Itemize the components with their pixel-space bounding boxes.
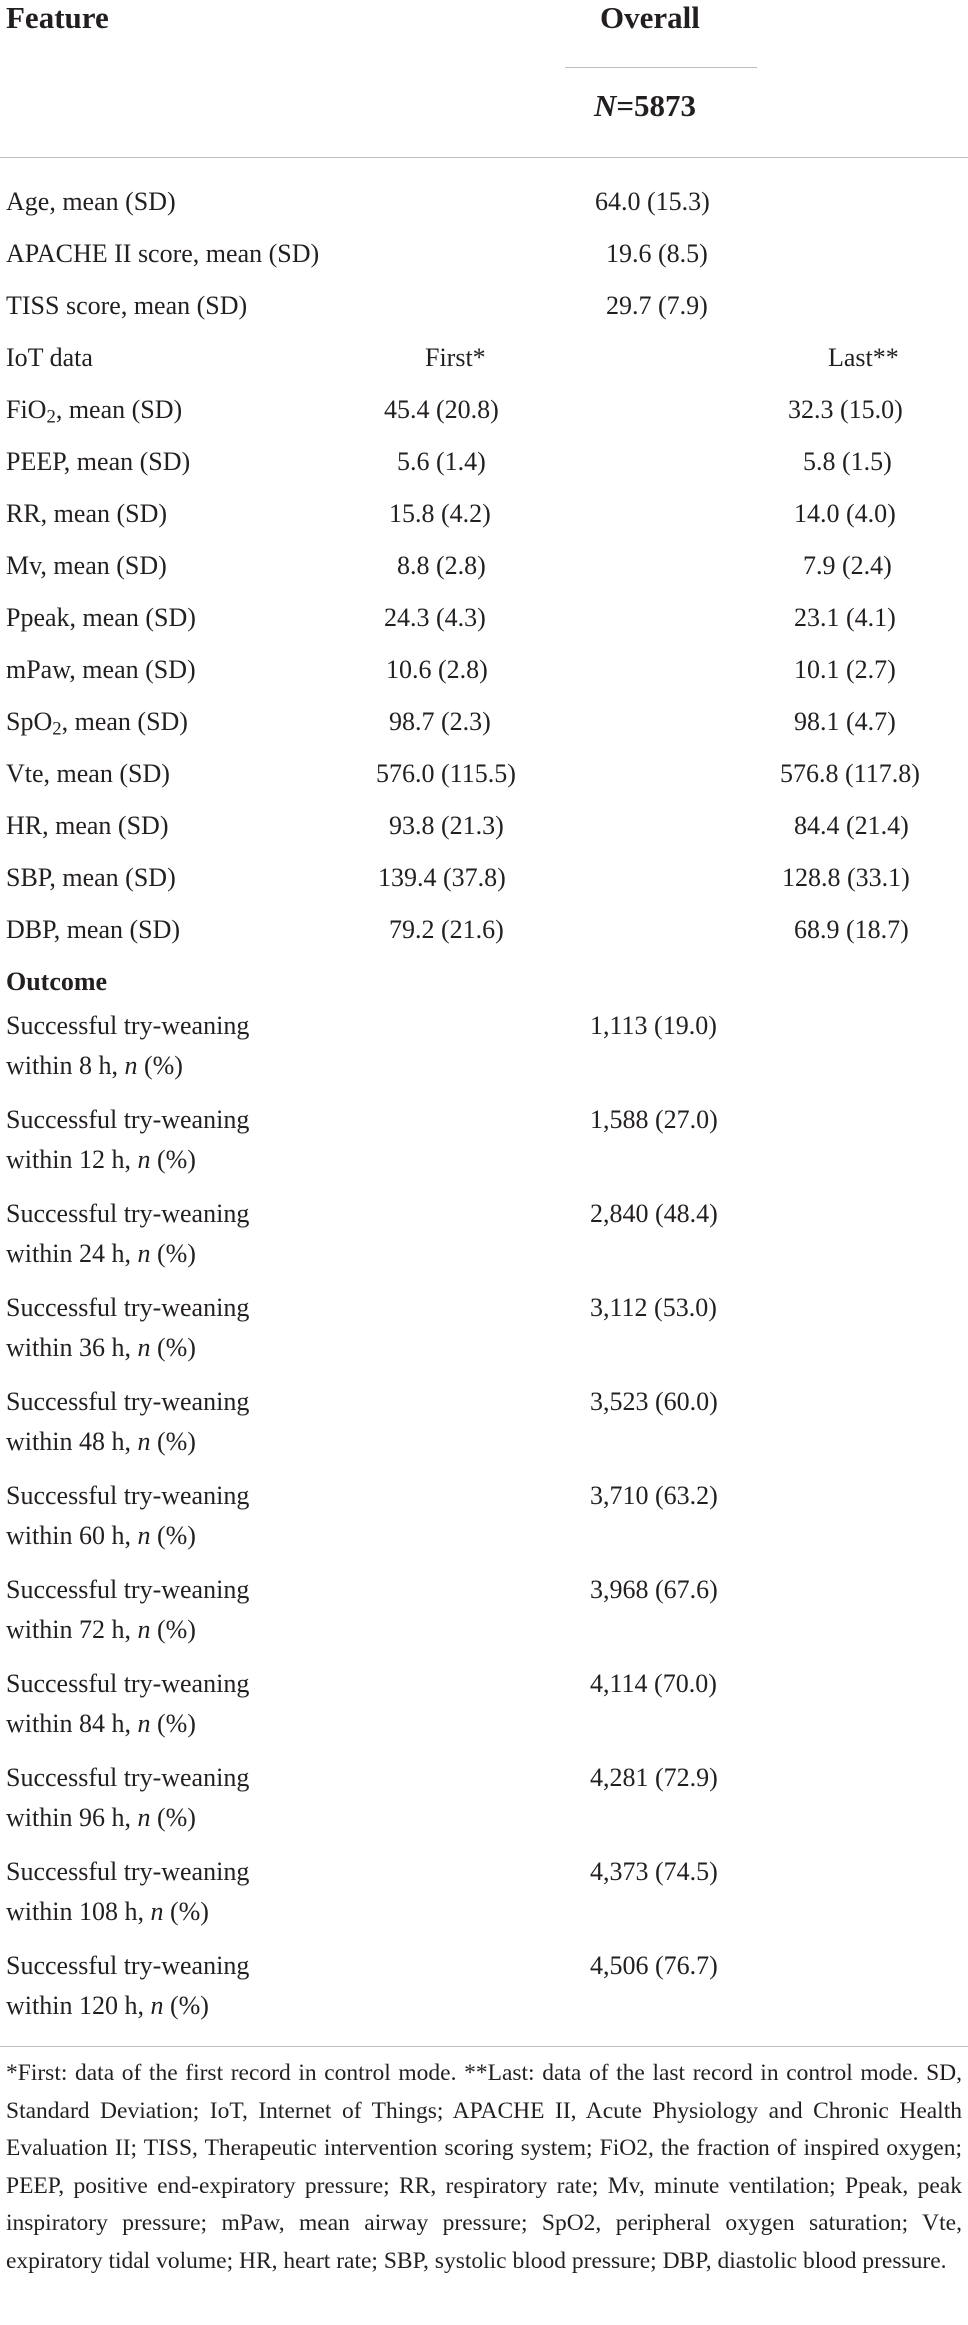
weaning-pct-suffix: (%) bbox=[163, 1991, 209, 2020]
weaning-n-symbol: n bbox=[137, 1709, 151, 1738]
row-label-dbp: DBP, mean (SD) bbox=[6, 915, 181, 944]
weaning-label-line2 bbox=[6, 1891, 209, 1932]
weaning-n-symbol: n bbox=[137, 1145, 151, 1174]
weaning-label-line1: Successful try-weaning bbox=[6, 1763, 250, 1792]
weaning-pct-suffix: (%) bbox=[150, 1803, 196, 1832]
row-label-fio2 bbox=[6, 389, 182, 430]
weaning-label-line2 bbox=[6, 1609, 196, 1650]
weaning-value: 1,588 (27.0) bbox=[590, 1105, 718, 1134]
row-first-ppeak: 24.3 (4.3) bbox=[384, 603, 486, 632]
sample-size-header bbox=[594, 88, 696, 124]
row-last-vte: 576.8 (117.8) bbox=[780, 759, 920, 788]
weaning-label-line1: Successful try-weaning bbox=[6, 1011, 250, 1040]
fio2-label-suffix: , mean (SD) bbox=[55, 395, 183, 424]
weaning-label-line2 bbox=[6, 1985, 209, 2026]
weaning-value: 3,112 (53.0) bbox=[590, 1293, 717, 1322]
weaning-window: within 12 h, bbox=[6, 1145, 138, 1174]
weaning-window: within 36 h, bbox=[6, 1333, 138, 1362]
weaning-value: 4,373 (74.5) bbox=[590, 1857, 718, 1886]
weaning-pct-suffix: (%) bbox=[150, 1709, 196, 1738]
outcome-section-heading: Outcome bbox=[6, 967, 108, 996]
weaning-window: within 120 h, bbox=[6, 1991, 151, 2020]
weaning-pct-suffix: (%) bbox=[150, 1333, 196, 1362]
row-label-mpaw: mPaw, mean (SD) bbox=[6, 655, 196, 684]
row-label-hr: HR, mean (SD) bbox=[6, 811, 169, 840]
weaning-window: within 96 h, bbox=[6, 1803, 138, 1832]
row-label-peep: PEEP, mean (SD) bbox=[6, 447, 191, 476]
row-first-fio2: 45.4 (20.8) bbox=[384, 395, 499, 424]
row-value-tiss: 29.7 (7.9) bbox=[606, 291, 708, 320]
weaning-value: 3,968 (67.6) bbox=[590, 1575, 718, 1604]
row-label-iot: IoT data bbox=[6, 343, 93, 372]
weaning-label-line1: Successful try-weaning bbox=[6, 1857, 250, 1886]
row-value-age: 64.0 (15.3) bbox=[595, 187, 710, 216]
overall-column-header: Overall bbox=[600, 0, 700, 35]
weaning-pct-suffix: (%) bbox=[137, 1051, 183, 1080]
sample-size-value: =5873 bbox=[616, 88, 697, 123]
weaning-label-line1: Successful try-weaning bbox=[6, 1669, 250, 1698]
weaning-window: within 108 h, bbox=[6, 1897, 151, 1926]
table-bottom-rule bbox=[0, 2046, 968, 2047]
row-last-spo2: 98.1 (4.7) bbox=[794, 707, 896, 736]
header-bottom-rule bbox=[0, 157, 968, 158]
weaning-pct-suffix: (%) bbox=[150, 1615, 196, 1644]
weaning-pct-suffix: (%) bbox=[150, 1145, 196, 1174]
row-value-apache: 19.6 (8.5) bbox=[606, 239, 708, 268]
row-label-sbp: SBP, mean (SD) bbox=[6, 863, 176, 892]
weaning-label-line1: Successful try-weaning bbox=[6, 1387, 250, 1416]
weaning-label-line2 bbox=[6, 1703, 196, 1744]
row-last-sbp: 128.8 (33.1) bbox=[782, 863, 910, 892]
weaning-value: 4,506 (76.7) bbox=[590, 1951, 718, 1980]
row-label-rr: RR, mean (SD) bbox=[6, 499, 168, 528]
row-first-dbp: 79.2 (21.6) bbox=[389, 915, 504, 944]
row-last-ppeak: 23.1 (4.1) bbox=[794, 603, 896, 632]
row-label-tiss: TISS score, mean (SD) bbox=[6, 291, 248, 320]
row-label-ppeak: Ppeak, mean (SD) bbox=[6, 603, 196, 632]
row-first-peep: 5.6 (1.4) bbox=[397, 447, 486, 476]
row-label-mv: Mv, mean (SD) bbox=[6, 551, 167, 580]
weaning-n-symbol: n bbox=[137, 1239, 151, 1268]
weaning-label-line1: Successful try-weaning bbox=[6, 1105, 250, 1134]
weaning-window: within 48 h, bbox=[6, 1427, 138, 1456]
weaning-pct-suffix: (%) bbox=[150, 1427, 196, 1456]
weaning-label-line2 bbox=[6, 1797, 196, 1838]
row-last-hr: 84.4 (21.4) bbox=[794, 811, 909, 840]
weaning-window: within 8 h, bbox=[6, 1051, 125, 1080]
weaning-label-line2 bbox=[6, 1515, 196, 1556]
weaning-n-symbol: n bbox=[137, 1615, 151, 1644]
weaning-value: 3,710 (63.2) bbox=[590, 1481, 718, 1510]
weaning-value: 2,840 (48.4) bbox=[590, 1199, 718, 1228]
weaning-value: 4,281 (72.9) bbox=[590, 1763, 718, 1792]
weaning-label-line1: Successful try-weaning bbox=[6, 1575, 250, 1604]
weaning-label-line2 bbox=[6, 1139, 196, 1180]
row-label-apache: APACHE II score, mean (SD) bbox=[6, 239, 320, 268]
spo2-label-text: SpO bbox=[6, 707, 53, 736]
overall-header-rule bbox=[565, 67, 757, 68]
weaning-label-line1: Successful try-weaning bbox=[6, 1481, 250, 1510]
row-last-dbp: 68.9 (18.7) bbox=[794, 915, 909, 944]
row-last-mpaw: 10.1 (2.7) bbox=[794, 655, 896, 684]
fio2-label-subscript: 2 bbox=[46, 406, 56, 428]
weaning-window: within 24 h, bbox=[6, 1239, 138, 1268]
row-label-vte: Vte, mean (SD) bbox=[6, 759, 170, 788]
weaning-pct-suffix: (%) bbox=[163, 1897, 209, 1926]
feature-column-header: Feature bbox=[6, 0, 109, 35]
weaning-value: 1,113 (19.0) bbox=[590, 1011, 717, 1040]
weaning-n-symbol: n bbox=[137, 1427, 151, 1456]
weaning-window: within 60 h, bbox=[6, 1521, 138, 1550]
weaning-pct-suffix: (%) bbox=[150, 1239, 196, 1268]
row-last-fio2: 32.3 (15.0) bbox=[788, 395, 903, 424]
row-label-age: Age, mean (SD) bbox=[6, 187, 176, 216]
fio2-label-text: FiO bbox=[6, 395, 47, 424]
row-first-spo2: 98.7 (2.3) bbox=[389, 707, 491, 736]
weaning-label-line2 bbox=[6, 1233, 196, 1274]
weaning-n-symbol: n bbox=[150, 1897, 164, 1926]
sample-size-symbol: N bbox=[594, 88, 617, 123]
weaning-window: within 84 h, bbox=[6, 1709, 138, 1738]
row-last-mv: 7.9 (2.4) bbox=[803, 551, 892, 580]
weaning-n-symbol: n bbox=[150, 1991, 164, 2020]
table-footnote: *First: data of the first record in control mode. **Last: data of the last record in control mode. SD, Standard Deviation; IoT, Internet of Things; APACHE II, Acute Physiology and Chronic Health Evaluation II; TISS, Therapeutic intervention scoring system; FiO2, the fraction of inspired oxygen; PEEP, positive end-expiratory pressure; RR, respiratory rate; Mv, minute ventilation; Ppeak, peak inspiratory pressure; mPaw, mean airway pressure; SpO2, peripheral oxygen saturation; Vte, expiratory tidal volume; HR, heart rate; SBP, systolic blood pressure; DBP, diastolic blood pressure. bbox=[6, 2060, 962, 2274]
weaning-window: within 72 h, bbox=[6, 1615, 138, 1644]
weaning-n-symbol: n bbox=[137, 1521, 151, 1550]
weaning-label-line1: Successful try-weaning bbox=[6, 1199, 250, 1228]
row-first-sbp: 139.4 (37.8) bbox=[378, 863, 506, 892]
row-first-mv: 8.8 (2.8) bbox=[397, 551, 486, 580]
row-first-mpaw: 10.6 (2.8) bbox=[386, 655, 488, 684]
spo2-label-suffix: , mean (SD) bbox=[61, 707, 188, 736]
row-last-rr: 14.0 (4.0) bbox=[794, 499, 896, 528]
weaning-n-symbol: n bbox=[137, 1803, 151, 1832]
weaning-label-line2 bbox=[6, 1045, 183, 1086]
weaning-value: 4,114 (70.0) bbox=[590, 1669, 717, 1698]
spo2-label-subscript: 2 bbox=[52, 718, 62, 740]
weaning-label-line1: Successful try-weaning bbox=[6, 1293, 250, 1322]
iot-first-header: First* bbox=[425, 343, 486, 372]
row-label-spo2 bbox=[6, 701, 188, 742]
weaning-n-symbol: n bbox=[124, 1051, 138, 1080]
weaning-value: 3,523 (60.0) bbox=[590, 1387, 718, 1416]
row-first-rr: 15.8 (4.2) bbox=[389, 499, 491, 528]
weaning-label-line2 bbox=[6, 1421, 196, 1462]
weaning-label-line2 bbox=[6, 1327, 196, 1368]
row-first-vte: 576.0 (115.5) bbox=[376, 759, 516, 788]
iot-last-header: Last** bbox=[828, 343, 899, 372]
weaning-pct-suffix: (%) bbox=[150, 1521, 196, 1550]
row-first-hr: 93.8 (21.3) bbox=[389, 811, 504, 840]
weaning-n-symbol: n bbox=[137, 1333, 151, 1362]
row-last-peep: 5.8 (1.5) bbox=[803, 447, 892, 476]
weaning-label-line1: Successful try-weaning bbox=[6, 1951, 250, 1980]
